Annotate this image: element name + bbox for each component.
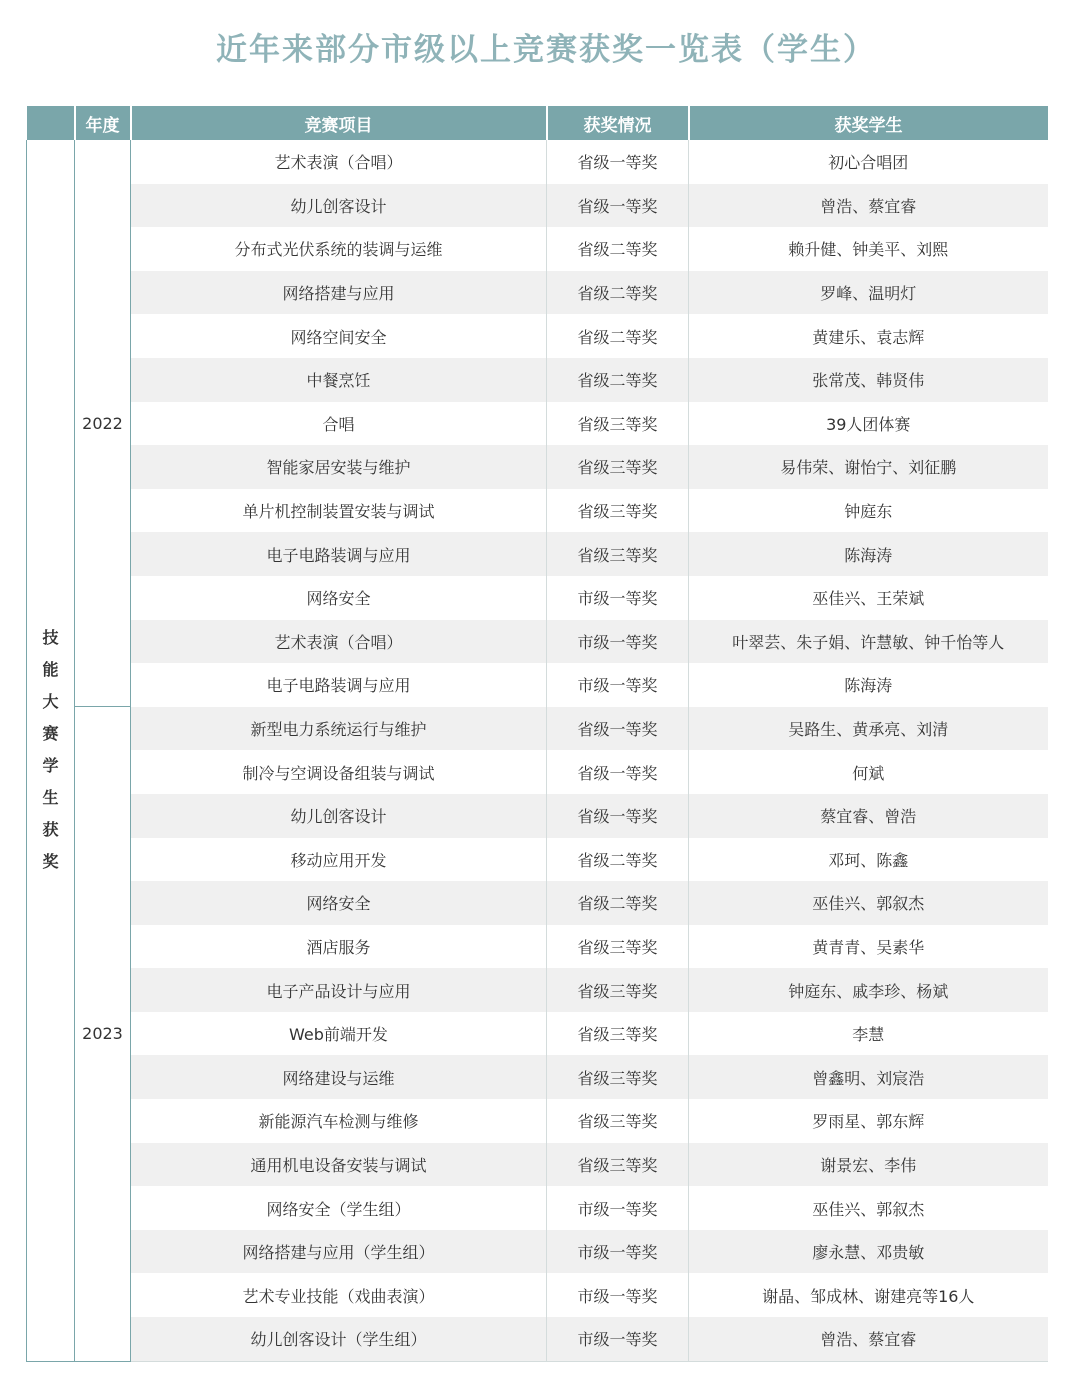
table-row [27,445,1048,489]
award-cell: 省级一等奖 [547,140,689,184]
students-cell: 张常茂、韩贤伟 [689,358,1048,402]
header-row [27,106,1048,140]
table-row [27,1273,1048,1317]
award-cell: 省级二等奖 [547,314,689,358]
award-cell: 省级三等奖 [547,402,689,446]
competition-cell: 网络安全 [131,881,547,925]
award-cell: 省级二等奖 [547,227,689,271]
students-cell: 钟庭东 [844,502,893,522]
competition-cell: 电子电路装调与应用 [131,663,547,707]
competition-cell: 单片机控制装置安装与调试 [131,489,547,533]
students-cell: 黄建乐、袁志辉 [812,327,925,347]
competition-cell: 网络安全 [131,576,547,620]
students-cell: 廖永慧、邓贵敏 [689,1230,1048,1274]
award-cell: 市级一等奖 [547,576,689,620]
table-row [27,620,1048,664]
award-cell: 省级三等奖 [547,968,689,1012]
awards-table-body [27,140,1048,1361]
competition-cell: 艺术专业技能（戏曲表演） [131,1273,547,1317]
table-row [27,1099,1048,1143]
award-cell: 省级一等奖 [547,794,689,838]
competition-cell: 制冷与空调设备组装与调试 [131,750,547,794]
students-cell: 曾浩、蔡宜睿 [689,184,1048,228]
table-row [27,314,1048,358]
table-row [27,184,1048,228]
table-row [27,576,1048,620]
header-year: 年度 [75,106,131,140]
competition-cell: 新型电力系统运行与维护 [131,707,547,751]
award-cell: 省级三等奖 [547,1143,689,1187]
students-cell: 初心合唱团 [828,153,909,173]
students-cell: 赖升健、钟美平、刘熙 [788,240,949,260]
competition-cell: 幼儿创客设计 [131,794,547,838]
students-cell: 谢晶、邹成林、谢建亮等16人 [762,1286,975,1306]
award-cell: 省级三等奖 [547,1012,689,1056]
competition-cell: 通用机电设备安装与调试 [131,1143,547,1187]
awards-table [26,106,1048,1362]
table-row [27,1186,1048,1230]
students-cell: 陈海涛 [689,532,1048,576]
table-row [27,140,1048,184]
award-cell: 市级一等奖 [547,1273,689,1317]
students-cell: 何斌 [852,763,885,783]
award-cell: 市级一等奖 [547,1186,689,1230]
award-cell: 市级一等奖 [547,620,689,664]
award-cell: 市级一等奖 [547,1230,689,1274]
students-cell: 罗雨星、郭东辉 [812,1112,925,1132]
competition-cell: 艺术表演（合唱） [131,140,547,184]
competition-cell: 电子产品设计与应用 [131,968,547,1012]
competition-cell: 网络搭建与应用（学生组） [131,1230,547,1274]
competition-cell: Web前端开发 [131,1012,547,1056]
award-cell: 省级一等奖 [547,750,689,794]
competition-cell: 智能家居安装与维护 [131,445,547,489]
award-cell: 省级二等奖 [547,881,689,925]
header-competition: 竞赛项目 [131,106,547,140]
category-cell [27,140,75,1361]
students-cell: 吴路生、黄承亮、刘清 [689,707,1048,751]
page-title: 近年来部分市级以上竞赛获奖一览表（学生） [216,32,876,68]
students-cell: 邓珂、陈鑫 [828,850,909,870]
table-row [27,1317,1048,1361]
table-row [27,1230,1048,1274]
table-row [27,925,1048,969]
table-row [27,881,1048,925]
table-row [27,358,1048,402]
award-cell: 市级一等奖 [547,663,689,707]
students-cell: 钟庭东、戚李珍、杨斌 [689,968,1048,1012]
header-category-blank [27,106,75,140]
award-cell: 省级三等奖 [547,532,689,576]
table-row [27,707,1048,751]
table-row [27,968,1048,1012]
students-cell: 巫佳兴、郭叙杰 [812,1199,925,1219]
award-cell: 省级三等奖 [547,489,689,533]
award-cell: 省级三等奖 [547,445,689,489]
competition-cell: 电子电路装调与应用 [131,532,547,576]
header-students: 获奖学生 [689,106,1048,140]
students-cell: 罗峰、温明灯 [689,271,1048,315]
table-row [27,271,1048,315]
table-row [27,489,1048,533]
students-cell: 曾鑫明、刘宸浩 [689,1055,1048,1099]
year-cell: 2023 [75,707,131,1361]
award-cell: 省级三等奖 [547,1099,689,1143]
award-cell: 市级一等奖 [547,1317,689,1361]
year-cell: 2022 [75,140,131,707]
competition-cell: 网络空间安全 [131,314,547,358]
award-cell: 省级二等奖 [547,838,689,882]
students-cell: 39人团体赛 [826,414,911,434]
competition-cell: 移动应用开发 [131,838,547,882]
table-row [27,1055,1048,1099]
students-cell: 叶翠芸、朱子娟、许慧敏、钟千怡等人 [689,620,1048,664]
table-row [27,838,1048,882]
table-row [27,663,1048,707]
students-cell: 蔡宜睿、曾浩 [689,794,1048,838]
award-cell: 省级三等奖 [547,1055,689,1099]
students-cell: 巫佳兴、王荣斌 [812,589,925,609]
table-row [27,532,1048,576]
competition-cell: 幼儿创客设计（学生组） [131,1317,547,1361]
table-row [27,227,1048,271]
students-cell: 曾浩、蔡宜睿 [689,1317,1048,1361]
students-cell: 巫佳兴、郭叙杰 [689,881,1048,925]
competition-cell: 幼儿创客设计 [131,184,547,228]
award-cell: 省级二等奖 [547,271,689,315]
competition-cell: 酒店服务 [131,925,547,969]
students-cell: 陈海涛 [844,676,893,696]
students-cell: 易伟荣、谢怡宁、刘征鹏 [689,445,1048,489]
award-cell: 省级一等奖 [547,184,689,228]
table-row [27,1143,1048,1187]
competition-cell: 艺术表演（合唱） [131,620,547,664]
table-row [27,402,1048,446]
competition-cell: 分布式光伏系统的装调与运维 [131,227,547,271]
competition-cell: 新能源汽车检测与维修 [131,1099,547,1143]
award-cell: 省级三等奖 [547,925,689,969]
competition-cell: 中餐烹饪 [131,358,547,402]
competition-cell: 网络安全（学生组） [131,1186,547,1230]
table-row [27,794,1048,838]
header-award: 获奖情况 [547,106,689,140]
table-row [27,1012,1048,1056]
students-cell: 李慧 [852,1025,885,1045]
award-cell: 省级一等奖 [547,707,689,751]
table-row [27,750,1048,794]
competition-cell: 合唱 [131,402,547,446]
students-cell: 黄青青、吴素华 [812,937,925,957]
category-label: 技能大赛学生获奖 [42,628,59,872]
award-cell: 省级二等奖 [547,358,689,402]
competition-cell: 网络搭建与应用 [131,271,547,315]
competition-cell: 网络建设与运维 [131,1055,547,1099]
students-cell: 谢景宏、李伟 [689,1143,1048,1187]
